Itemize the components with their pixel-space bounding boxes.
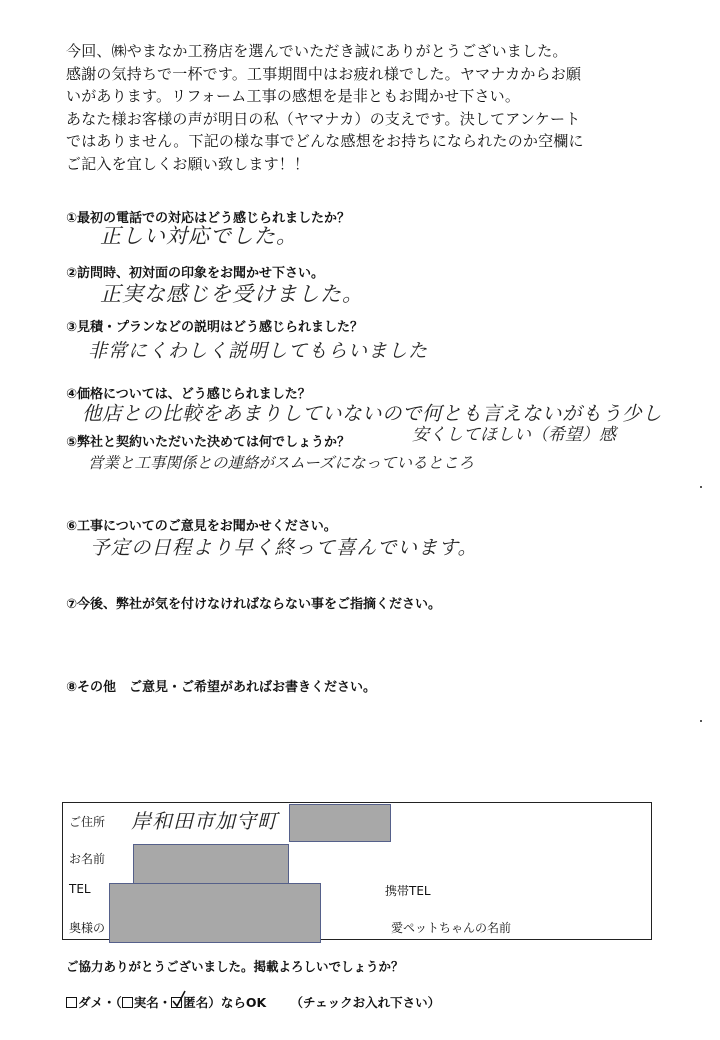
- question-2: ②訪問時、初対面の印象をお聞かせ下さい。: [66, 266, 325, 281]
- answer-2: 正実な感じを受けました。: [100, 282, 364, 306]
- question-8: ⑧その他 ご意見・ご希望があればお書きください。: [66, 680, 377, 695]
- question-7: ⑦今後、弊社が気を付けなければならない事をご指摘ください。: [66, 597, 442, 612]
- answer-4: 他店との比較をあまりしていないので何とも言えないがもう少し: [82, 402, 663, 425]
- ok-suffix: ならOK: [220, 995, 267, 1010]
- checkbox-no[interactable]: [66, 997, 77, 1008]
- scan-speck: [700, 720, 702, 722]
- scan-speck: [700, 486, 702, 488]
- checkbox-anonymous[interactable]: [171, 997, 182, 1008]
- intro-line: いがあります。リフォーム工事の感想を是非ともお聞かせ下さい。: [66, 87, 521, 105]
- tel-label: TEL: [69, 882, 91, 896]
- option-real-name-label: 実名・: [133, 995, 172, 1010]
- checkmark-icon: [171, 990, 187, 1008]
- answer-6: 予定の日程より早く終って喜んでいます。: [90, 536, 478, 559]
- question-6: ⑥工事についてのご意見をお聞かせください。: [66, 519, 337, 534]
- intro-line: ではありません。下記の様な事でどんな感想をお持ちになられたのか空欄に: [66, 132, 584, 150]
- publication-question: ご協力ありがとうございました。掲載よろしいでしょうか？: [66, 959, 404, 974]
- question-4: ④価格については、どう感じられました？: [66, 387, 311, 402]
- consent-options: [66, 993, 440, 1011]
- wife-name-label: 奥様の: [69, 921, 106, 935]
- option-no-label: ダメ・: [78, 995, 116, 1010]
- mobile-tel-label: 携帯TEL: [385, 884, 431, 898]
- tel-redaction: [109, 883, 321, 943]
- intro-line: ご記入を宜しくお願い致します！！: [66, 154, 310, 173]
- checkbox-real-name[interactable]: [122, 997, 133, 1008]
- question-5: ⑤弊社と契約いただいた決めては何でしょうか？: [66, 435, 351, 450]
- intro-line: 今回、㈱やまなか工務店を選んでいただき誠にありがとうございました。: [66, 42, 568, 60]
- address-redaction: [289, 804, 391, 842]
- answer-1: 正しい対応でした。: [100, 224, 298, 248]
- answer-3: 非常にくわしく説明してもらいました: [88, 340, 429, 362]
- address-value: 岸和田市加守町: [131, 809, 278, 833]
- name-redaction: [133, 844, 289, 884]
- intro-line: 感謝の気持ちで一杯です。工事期間中はお疲れ様でした。ヤマナカからお願: [66, 64, 582, 83]
- answer-4-continuation: 安くしてほしい（希望）感: [412, 425, 616, 445]
- option-anonymous-label: 匿名）: [183, 995, 221, 1010]
- address-label: ご住所: [69, 815, 106, 829]
- name-label: お名前: [69, 852, 106, 866]
- intro-paragraph: [66, 40, 686, 175]
- answer-5: 営業と工事関係との連絡がスムーズになっているところ: [88, 454, 474, 472]
- question-3: ③見積・プランなどの説明はどう感じられました？: [66, 320, 364, 335]
- question-1: ①最初の電話での対応はどう感じられましたか？: [66, 211, 351, 226]
- pet-name-label: 愛ペットちゃんの名前: [391, 921, 512, 935]
- intro-line: あなた様お客様の声が明日の私（ヤマナカ）の支えです。決してアンケート: [66, 109, 581, 128]
- check-instruction: （チェックお入れ下さい）: [290, 995, 441, 1010]
- paren-open: （: [115, 995, 122, 1010]
